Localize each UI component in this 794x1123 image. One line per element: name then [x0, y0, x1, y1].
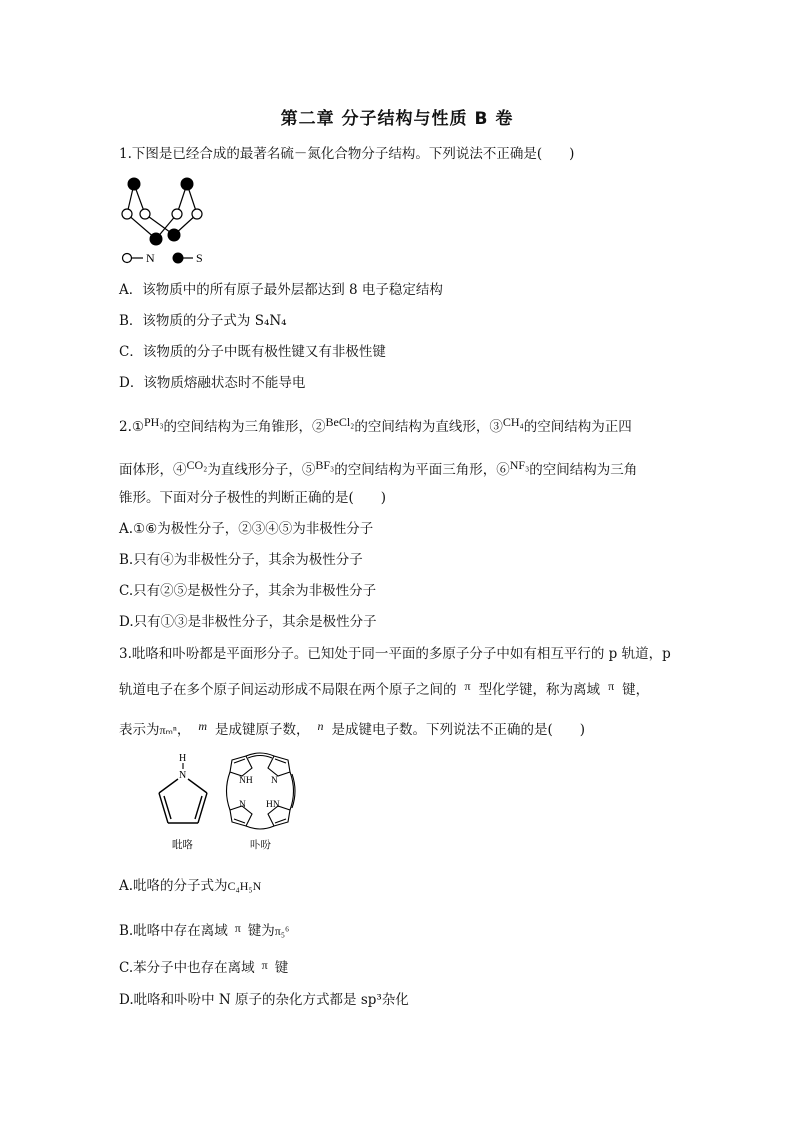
nitrogen-atom: [122, 209, 132, 219]
q1-option-a: A．该物质中的所有原子最外层都达到 8 电子稳定结构: [119, 282, 443, 298]
q3-option-c: C.苯分子中也存在离域 π 键: [119, 958, 289, 976]
sulfur-atom: [128, 178, 141, 191]
page-title: 第二章 分子结构与性质 B 卷: [280, 109, 514, 129]
q3-option-a: A.吡咯的分子式为C₄H₅N: [119, 878, 262, 894]
svg-text:NH: NH: [239, 776, 253, 786]
svg-text:N: N: [239, 800, 246, 810]
legend-n-label: N: [146, 251, 155, 265]
q2-option-b: B.只有④为非极性分子，其余为极性分子: [119, 552, 363, 568]
sulfur-atom: [150, 233, 163, 246]
q2-stem-line3: 锥形。下面对分子极性的判断正确的是( ): [119, 490, 387, 506]
q2-option-d: D.只有①③是非极性分子，其余是极性分子: [119, 614, 377, 630]
q3-option-d: D.吡咯和卟吩中 N 原子的杂化方式都是 sp³杂化: [119, 992, 409, 1008]
porphin-label: 卟吩: [250, 840, 271, 851]
legend-s-label: S: [196, 251, 203, 265]
svg-text:HN: HN: [266, 800, 280, 810]
q3-stem-line3: 表示为πₘⁿ， m 是成键原子数， n 是成键电子数。下列说法不正确的是( ): [119, 719, 586, 738]
q2-option-c: C.只有②⑤是极性分子，其余为非极性分子: [119, 583, 377, 599]
nitrogen-atom: [140, 209, 150, 219]
q2-stem-line2: 面体形，④CO₂为直线形分子，⑤BF₃的空间结构为平面三角形，⑥NF₃的空间结构为三角: [119, 458, 638, 478]
svg-text:N: N: [271, 776, 278, 786]
porphin-structure: [220, 752, 300, 852]
q3-stem-line2: 轨道电子在多个原子间运动形成不局限在两个原子之间的 π 型化学键，称为离域 π 键，: [119, 679, 650, 698]
pyrrole-structure: [150, 748, 220, 850]
q2-option-a: A.①⑥为极性分子，②③④⑤为非极性分子: [119, 521, 374, 537]
nitrogen-atom: [172, 209, 182, 219]
q1-stem: 1.下图是已经合成的最著名硫－氮化合物分子结构。下列说法不正确是( ): [119, 146, 575, 162]
q1-option-c: C．该物质的分子中既有极性键又有非极性键: [119, 344, 386, 360]
pyrrole-label: 吡咯: [172, 840, 193, 850]
sulfur-atom: [168, 229, 181, 242]
sulfur-nitride-structure: [115, 172, 225, 267]
q1-option-b: B．该物质的分子式为 S₄N₄: [119, 313, 287, 329]
svg-text:H: H: [179, 753, 187, 764]
svg-text:N: N: [179, 770, 187, 781]
q3-stem-line1: 3.吡咯和卟吩都是平面形分子。已知处于同一平面的多原子分子中如有相互平行的 p 轨道，p: [119, 646, 671, 662]
q1-option-d: D．该物质熔融状态时不能导电: [119, 375, 306, 391]
sulfur-atom: [181, 178, 194, 191]
q3-option-b: B.吡咯中存在离域 π 键为π₅⁶: [119, 921, 290, 939]
nitrogen-atom: [192, 209, 202, 219]
q2-stem-line1: 2.①PH₃的空间结构为三角锥形，②BeCl₂的空间结构为直线形，③CH₄的空间结构为正四: [119, 415, 632, 435]
